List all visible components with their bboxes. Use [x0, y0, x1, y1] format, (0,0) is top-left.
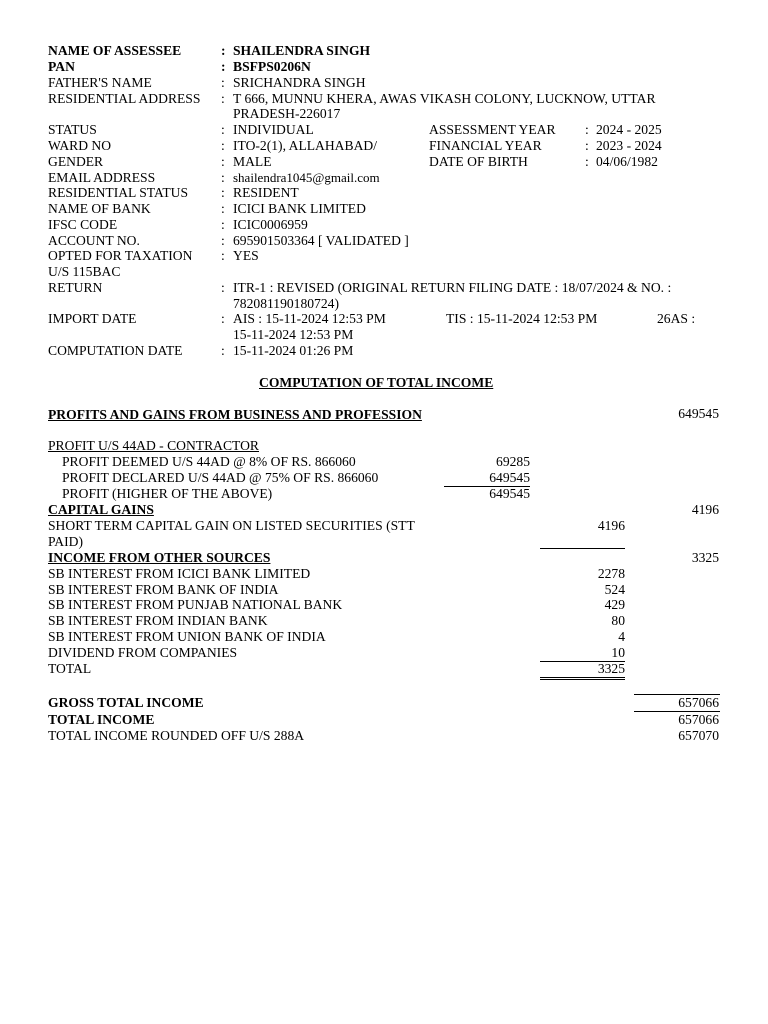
capital-gains-item-amount: 4196: [597, 518, 625, 533]
value-name-of-bank: ICICI BANK LIMITED: [233, 201, 366, 216]
capital-gains-item-label: SHORT TERM CAPITAL GAIN ON LISTED SECURITIES (STT: [48, 518, 415, 533]
label-gender: GENDER: [48, 154, 104, 169]
other-sources-item-amount: 80: [611, 613, 625, 628]
other-sources-item-label: SB INTEREST FROM BANK OF INDIA: [48, 582, 279, 597]
value-address-line2: PRADESH-226017: [233, 106, 341, 121]
computation-title: COMPUTATION OF TOTAL INCOME: [259, 375, 494, 390]
label-name-of-bank: NAME OF BANK: [48, 201, 151, 216]
colon: :: [221, 185, 225, 200]
value-address-line1: T 666, MUNNU KHERA, AWAS VIKASH COLONY, LUCKNOW, UTTAR: [233, 91, 656, 106]
colon: :: [221, 233, 225, 248]
label-return: RETURN: [48, 280, 103, 295]
capital-gains-item-label-line2: PAID): [48, 534, 83, 549]
label-import-date: IMPORT DATE: [48, 311, 137, 326]
pgbp-heading: PROFITS AND GAINS FROM BUSINESS AND PROFESSION: [48, 407, 422, 422]
other-sources-total-underline: [540, 677, 625, 678]
colon: :: [221, 122, 225, 137]
label-account-no: ACCOUNT NO.: [48, 233, 140, 248]
label-opted-for-taxation: OPTED FOR TAXATION: [48, 248, 193, 263]
value-ward-no: ITO-2(1), ALLAHABAD/: [233, 138, 377, 153]
colon: :: [221, 343, 225, 358]
colon: :: [585, 154, 589, 169]
label-residential-status: RESIDENTIAL STATUS: [48, 185, 189, 200]
other-sources-item-amount: 2278: [597, 566, 625, 581]
value-opted-for-taxation: YES: [233, 248, 259, 263]
value-import-tis: TIS : 15-11-2024 12:53 PM: [446, 311, 598, 326]
label-status: STATUS: [48, 122, 97, 137]
other-sources-total: 3325: [691, 550, 719, 565]
label-ifsc-code: IFSC CODE: [48, 217, 118, 232]
colon: :: [221, 217, 225, 232]
colon: :: [221, 311, 225, 326]
value-pan: BSFPS0206N: [233, 59, 311, 74]
label-residential-address: RESIDENTIAL ADDRESS: [48, 91, 201, 106]
total-income-amount: 657066: [678, 712, 719, 727]
other-sources-total-amount: 3325: [597, 661, 625, 676]
total-income-rounded-amount: 657070: [678, 728, 719, 743]
label-pan: PAN: [48, 59, 75, 74]
value-import-ais: AIS : 15-11-2024 12:53 PM: [233, 311, 386, 326]
colon: :: [221, 154, 225, 169]
pgbp-item-amount: 649545: [489, 470, 530, 485]
pgbp-total: 649545: [678, 406, 719, 421]
label-computation-date: COMPUTATION DATE: [48, 343, 183, 358]
pgbp-item-amount: 649545: [489, 486, 530, 501]
capital-gains-underline: [540, 548, 625, 549]
colon: :: [221, 91, 225, 106]
value-status: INDIVIDUAL: [233, 122, 314, 137]
total-income-rounded-label: TOTAL INCOME ROUNDED OFF U/S 288A: [48, 728, 305, 743]
pgbp-item-label: PROFIT DECLARED U/S 44AD @ 75% OF RS. 866060: [62, 470, 379, 485]
label-ward-no: WARD NO: [48, 138, 112, 153]
label-fathers-name: FATHER'S NAME: [48, 75, 152, 90]
colon: :: [221, 201, 225, 216]
colon: :: [585, 122, 589, 137]
other-sources-item-label: SB INTEREST FROM PUNJAB NATIONAL BANK: [48, 597, 343, 612]
value-financial-year: 2023 - 2024: [596, 138, 662, 153]
value-account-no: 695901503364 [ VALIDATED ]: [233, 233, 409, 248]
total-income-label: TOTAL INCOME: [48, 712, 155, 727]
label-date-of-birth: DATE OF BIRTH: [429, 154, 528, 169]
other-sources-item-amount: 429: [604, 597, 625, 612]
label-opted-for-taxation-line2: U/S 115BAC: [48, 264, 121, 279]
value-date-of-birth: 04/06/1982: [596, 154, 658, 169]
pgbp-item-amount: 69285: [496, 454, 530, 469]
value-import-date-line2: 15-11-2024 12:53 PM: [233, 327, 354, 342]
label-email-address: EMAIL ADDRESS: [48, 170, 156, 185]
colon: :: [221, 280, 225, 295]
value-ifsc-code: ICIC0006959: [233, 217, 308, 232]
value-assessment-year: 2024 - 2025: [596, 122, 662, 137]
colon: :: [221, 59, 226, 74]
colon: :: [221, 138, 225, 153]
pgbp-item-label: PROFIT (HIGHER OF THE ABOVE): [62, 486, 273, 501]
value-import-26as: 26AS :: [657, 311, 696, 326]
label-financial-year: FINANCIAL YEAR: [429, 138, 542, 153]
label-name-of-assessee: NAME OF ASSESSEE: [48, 43, 182, 58]
other-sources-item-amount: 10: [611, 645, 625, 660]
pgbp-sub-heading: PROFIT U/S 44AD - CONTRACTOR: [48, 438, 259, 453]
value-email-address: shailendra1045@gmail.com: [233, 170, 380, 185]
label-assessment-year: ASSESSMENT YEAR: [429, 122, 556, 137]
value-residential-status: RESIDENT: [233, 185, 299, 200]
other-sources-item-amount: 4: [618, 629, 625, 644]
gross-total-income-label: GROSS TOTAL INCOME: [48, 695, 204, 710]
other-sources-item-label: SB INTEREST FROM UNION BANK OF INDIA: [48, 629, 326, 644]
value-return-line1: ITR-1 : REVISED (ORIGINAL RETURN FILING DATE : 18/07/2024 & NO. :: [233, 280, 672, 295]
colon: :: [585, 138, 589, 153]
gross-total-income-amount: 657066: [678, 695, 719, 710]
value-computation-date: 15-11-2024 01:26 PM: [233, 343, 354, 358]
other-sources-total-label: TOTAL: [48, 661, 92, 676]
other-sources-item-amount: 524: [604, 582, 625, 597]
colon: :: [221, 248, 225, 263]
capital-gains-heading: CAPITAL GAINS: [48, 502, 154, 517]
value-gender: MALE: [233, 154, 272, 169]
value-return-line2: 782081190180724): [233, 296, 339, 311]
pgbp-item-label: PROFIT DEEMED U/S 44AD @ 8% OF RS. 866060: [62, 454, 356, 469]
colon: :: [221, 43, 226, 58]
other-sources-heading: INCOME FROM OTHER SOURCES: [48, 550, 271, 565]
capital-gains-total: 4196: [691, 502, 719, 517]
other-sources-item-label: DIVIDEND FROM COMPANIES: [48, 645, 238, 660]
value-assessee-name: SHAILENDRA SINGH: [233, 43, 371, 58]
other-sources-item-label: SB INTEREST FROM ICICI BANK LIMITED: [48, 566, 311, 581]
other-sources-item-label: SB INTEREST FROM INDIAN BANK: [48, 613, 268, 628]
value-fathers-name: SRICHANDRA SINGH: [233, 75, 366, 90]
colon: :: [221, 170, 225, 185]
colon: :: [221, 75, 225, 90]
other-sources-total-double-underline: [540, 679, 625, 680]
